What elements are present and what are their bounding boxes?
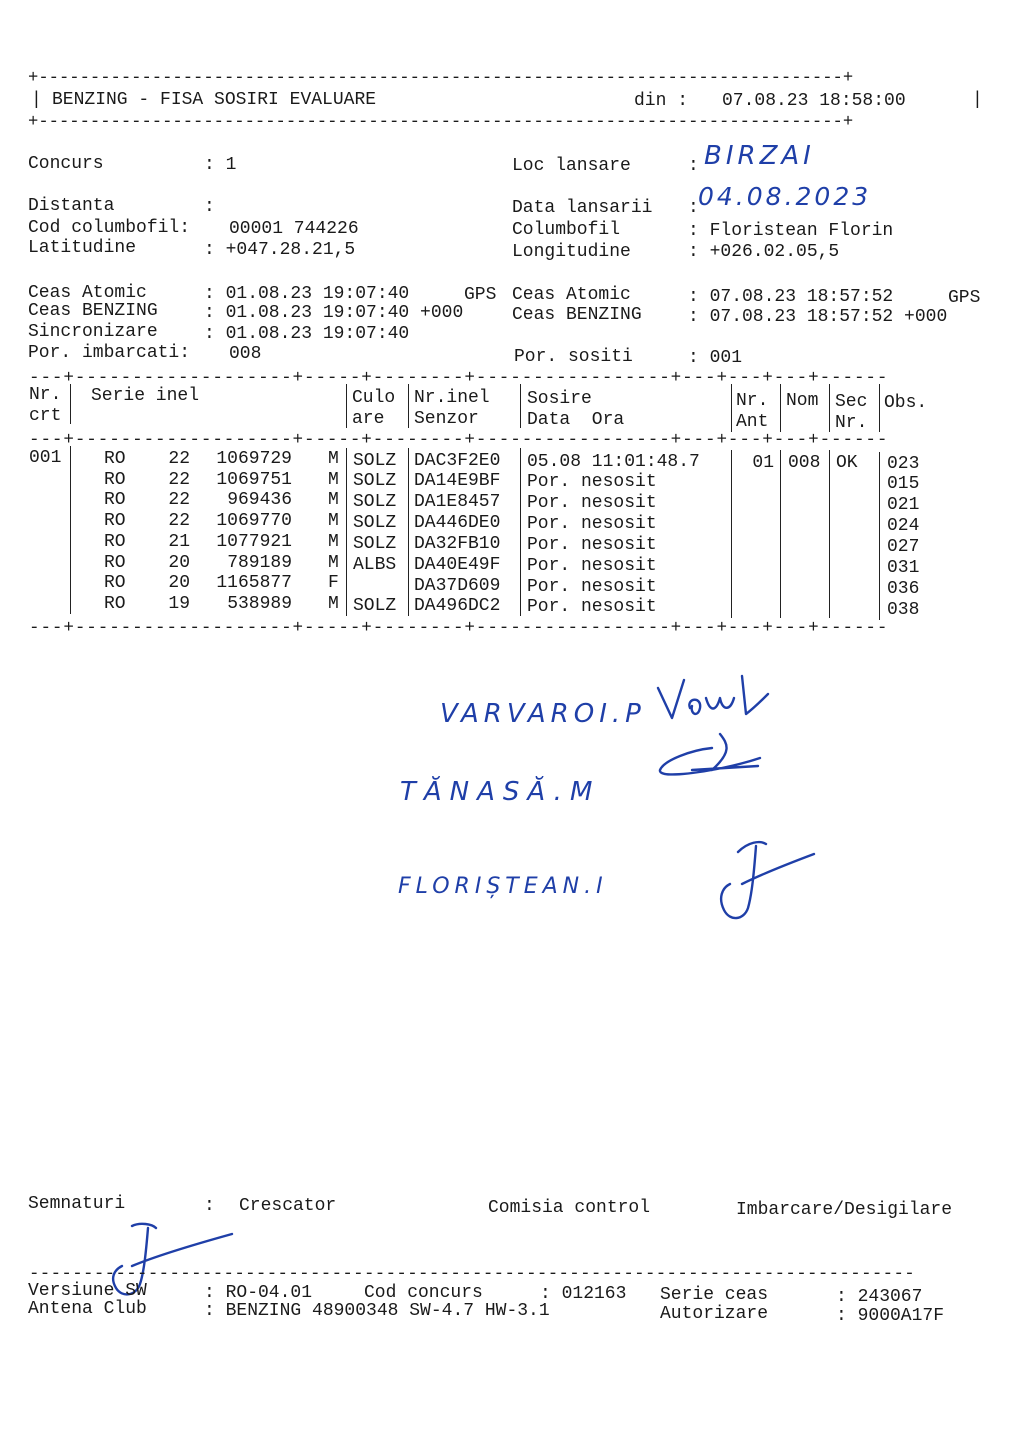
row-sensor: DA496DC2 [414, 596, 501, 616]
row-sex: M [328, 511, 339, 531]
row-color: SOLZ [353, 596, 397, 616]
data-lansarii-handwritten: 04.08.2023 [698, 182, 872, 211]
signature-varvaroi [650, 668, 770, 728]
handwritten-name-varvaroi: VARVAROI.P [440, 699, 646, 729]
row-color: SOLZ [353, 451, 397, 471]
right-ceas-atomic-value: : 07.08.23 18:57:52 [688, 287, 894, 307]
col-sep-3b [408, 448, 409, 616]
row-arrival: Por. nesosit [527, 556, 657, 576]
antena-club-value: : BENZING 48900348 SW-4.7 HW-3.1 [204, 1301, 550, 1321]
row-year: 20 [168, 553, 190, 573]
table-rule-top: ---+-------------------+-----+--------+-----------------+---+---+---+------ [29, 368, 889, 388]
col-sep-2b [346, 448, 347, 616]
right-ceas-atomic-gps: GPS [948, 288, 981, 308]
row-sex: M [328, 553, 339, 573]
row-color: SOLZ [353, 513, 397, 533]
row-sensor: DA32FB10 [414, 534, 501, 554]
row-sex: M [328, 449, 339, 469]
imbarcare-desigilare-label: Imbarcare/Desigilare [736, 1200, 953, 1220]
row-arrival: Por. nesosit [527, 597, 657, 617]
header-nr-inel-2: Senzor [414, 409, 479, 429]
longitudine-label: Longitudine [512, 242, 631, 262]
header-sosire-1: Sosire [527, 389, 592, 409]
row-nom: 008 [788, 453, 821, 473]
cod-concurs-value: : 012163 [540, 1284, 627, 1304]
row-sensor: DA37D609 [414, 576, 501, 596]
row-country: RO [104, 553, 126, 573]
col-sep-4b [520, 448, 521, 616]
col-sep-8b [879, 452, 880, 620]
row-number: 789189 [227, 553, 292, 573]
header-left-pipe: | [31, 90, 42, 110]
row-country: RO [104, 511, 126, 531]
row-sex: M [328, 532, 339, 552]
row-arrival: Por. nesosit [527, 577, 657, 597]
col-sep-1b [70, 446, 71, 614]
row-number: 538989 [227, 594, 292, 614]
right-ceas-benzing-label: Ceas BENZING [512, 305, 642, 325]
autorizare-value: : 9000A17F [836, 1306, 945, 1326]
sincronizare-label: Sincronizare [28, 322, 158, 342]
row-country: RO [104, 490, 126, 510]
concurs-label: Concurs [28, 154, 104, 174]
col-sep-6b [780, 450, 781, 618]
semnaturi-label: Semnaturi [28, 1194, 126, 1214]
longitudine-value: : +026.02.05,5 [688, 242, 840, 262]
distanta-label: Distanta [28, 196, 115, 216]
header-nr-ant-2: Ant [736, 412, 769, 432]
row-number: 1069770 [216, 511, 292, 531]
row-arrival: Por. nesosit [527, 535, 657, 555]
header-din-label: din : [634, 91, 689, 111]
col-sep-6 [780, 384, 781, 432]
row-color: SOLZ [353, 492, 397, 512]
versiune-sw-label: Versiune SW [28, 1281, 147, 1301]
row-obs: 031 [887, 558, 920, 578]
row-year: 22 [168, 511, 190, 531]
row-sec-nr: OK [836, 453, 858, 473]
header-culoare-2: are [352, 409, 385, 429]
row-sensor: DA446DE0 [414, 513, 501, 533]
right-ceas-benzing-value: : 07.08.23 18:57:52 +000 [688, 307, 948, 327]
row-obs: 036 [887, 579, 920, 599]
crescator-label: Crescator [239, 1196, 337, 1216]
left-ceas-atomic-value: : 01.08.23 19:07:40 [204, 284, 410, 304]
col-sep-5 [731, 384, 732, 432]
row-color: ALBS [353, 555, 397, 575]
row-sex: M [328, 594, 339, 614]
row-year: 22 [168, 490, 190, 510]
row-obs: 027 [887, 537, 920, 557]
header-culoare-1: Culo [352, 388, 396, 408]
header-border-bottom: +------------------------------------------------------------------------------+ [28, 113, 854, 132]
row-year: 21 [168, 532, 190, 552]
row-year: 20 [168, 573, 190, 593]
col-sep-4 [520, 384, 521, 428]
row-country: RO [104, 470, 126, 490]
sincronizare-value: : 01.08.23 19:07:40 [204, 324, 410, 344]
data-lansarii-label: Data lansarii [512, 198, 653, 218]
row-sex: M [328, 490, 339, 510]
autorizare-label: Autorizare [660, 1304, 769, 1324]
row-country: RO [104, 449, 126, 469]
row-color: SOLZ [353, 534, 397, 554]
row-country: RO [104, 532, 126, 552]
row-sex: M [328, 470, 339, 490]
row-obs: 023 [887, 454, 920, 474]
distanta-value: : [204, 197, 215, 217]
concurs-value: : 1 [204, 155, 237, 175]
row-nr-ant: 01 [752, 453, 774, 473]
signature-floristean [708, 832, 818, 932]
header-nr-ant-1: Nr. [736, 391, 769, 411]
row-crt: 001 [29, 448, 62, 468]
row-arrival: Por. nesosit [527, 514, 657, 534]
left-ceas-benzing-label: Ceas BENZING [28, 301, 158, 321]
row-year: 22 [168, 449, 190, 469]
row-arrival: Por. nesosit [527, 493, 657, 513]
col-sep-7 [829, 384, 830, 432]
footer-rule: ---------------------------------------------------------------------------------- [29, 1265, 916, 1284]
row-obs: 021 [887, 495, 920, 515]
right-ceas-atomic-label: Ceas Atomic [512, 285, 631, 305]
header-datetime: 07.08.23 18:58:00 [722, 91, 906, 111]
row-number: 1077921 [216, 532, 292, 552]
row-obs: 038 [887, 600, 920, 620]
loc-lansare-colon: : [688, 156, 699, 176]
header-nr-inel-1: Nr.inel [414, 388, 490, 408]
row-number: 1165877 [216, 573, 292, 593]
header-obs: Obs. [884, 393, 928, 413]
cod-concurs-label: Cod concurs [364, 1283, 483, 1303]
col-sep-1 [70, 384, 71, 424]
row-year: 19 [168, 594, 190, 614]
comisia-control-label: Comisia control [488, 1198, 651, 1218]
serie-ceas-value: : 243067 [836, 1287, 923, 1307]
col-sep-8 [879, 384, 880, 432]
header-right-pipe: | [972, 90, 983, 110]
left-ceas-atomic-gps: GPS [464, 285, 497, 305]
left-ceas-atomic-label: Ceas Atomic [28, 283, 147, 303]
por-sositi-label: Por. sositi [514, 347, 633, 367]
columbofil-label: Columbofil [512, 220, 621, 240]
handwritten-name-tanasa: TĂNASĂ.M [400, 777, 601, 807]
row-number: 1069729 [216, 449, 292, 469]
header-sosire-2: Data Ora [527, 410, 625, 430]
header-sec-nr-2: Nr. [835, 413, 868, 433]
por-sositi-value: : 001 [688, 348, 743, 368]
row-country: RO [104, 594, 126, 614]
table-rule-mid: ---+-------------------+-----+--------+-----------------+---+---+---+------ [29, 430, 889, 450]
row-color: SOLZ [353, 471, 397, 491]
por-imbarcati-value: 008 [229, 344, 262, 364]
left-ceas-benzing-value: : 01.08.23 19:07:40 +000 [204, 303, 464, 323]
col-sep-3 [408, 384, 409, 428]
row-obs: 024 [887, 516, 920, 536]
row-sensor: DA1E8457 [414, 492, 501, 512]
cod-columbofil-label: Cod columbofil: [28, 218, 191, 238]
por-imbarcati-label: Por. imbarcati: [28, 343, 191, 363]
header-nom: Nom [786, 391, 819, 411]
col-sep-2 [346, 384, 347, 428]
row-sensor: DAC3F2E0 [414, 451, 501, 471]
row-year: 22 [168, 470, 190, 490]
row-sensor: DA40E49F [414, 555, 501, 575]
antena-club-label: Antena Club [28, 1299, 147, 1319]
header-border-top: +------------------------------------------------------------------------------+ [28, 69, 854, 88]
row-country: RO [104, 573, 126, 593]
row-number: 1069751 [216, 470, 292, 490]
columbofil-value: : Floristean Florin [688, 221, 894, 241]
row-arrival: Por. nesosit [527, 472, 657, 492]
col-sep-5b [731, 450, 732, 618]
loc-lansare-label: Loc lansare [512, 156, 631, 176]
versiune-sw-value: : RO-04.01 [204, 1283, 313, 1303]
signature-tanasa [652, 730, 772, 780]
latitudine-value: : +047.28.21,5 [204, 240, 356, 260]
handwritten-name-floristean: FLORIȘTEAN.I [398, 874, 608, 899]
serie-ceas-label: Serie ceas [660, 1285, 769, 1305]
header-serie-inel: Serie inel [91, 386, 200, 406]
latitudine-label: Latitudine [28, 238, 137, 258]
row-sex: F [328, 573, 339, 593]
row-sensor: DA14E9BF [414, 471, 501, 491]
header-nr-crt-1: Nr. [29, 385, 62, 405]
row-arrival: 05.08 11:01:48.7 [527, 452, 700, 472]
data-lansarii-colon: : [688, 198, 699, 218]
row-obs: 015 [887, 474, 920, 494]
cod-columbofil-value: 00001 744226 [229, 219, 359, 239]
page-title: BENZING - FISA SOSIRI EVALUARE [52, 90, 377, 110]
header-nr-crt-2: crt [29, 406, 62, 426]
table-rule-bottom: ---+-------------------+-----+--------+-----------------+---+---+---+------ [29, 618, 889, 638]
header-sec-nr-1: Sec [835, 392, 868, 412]
row-number: 969436 [227, 490, 292, 510]
semnaturi-colon: : [204, 1196, 215, 1216]
loc-lansare-handwritten: BIRZAI [704, 141, 815, 171]
col-sep-7b [829, 450, 830, 618]
